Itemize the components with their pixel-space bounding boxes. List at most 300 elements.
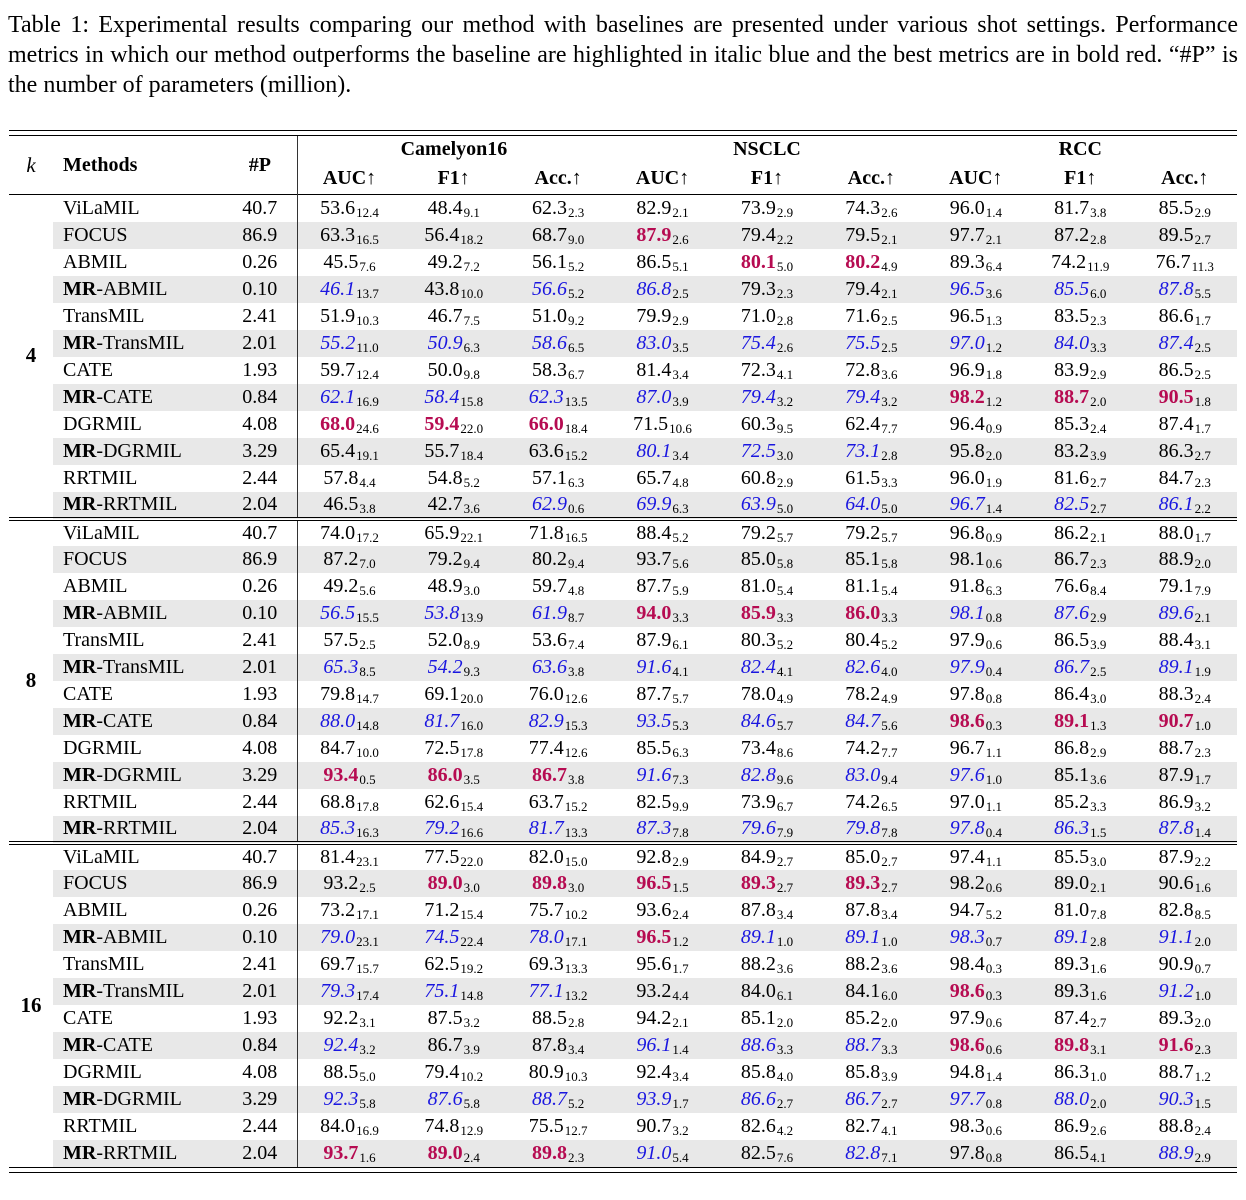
metric-value-outperform: 97.6 [949, 763, 985, 786]
param-count: 3.29 [223, 762, 297, 789]
metric-value: 85.0 [845, 845, 881, 868]
metric-value: 63.6 [528, 439, 564, 462]
metric-value-best: 89.0 [427, 871, 463, 894]
metric-std: 2.7 [881, 880, 898, 896]
metric-value-outperform: 98.1 [949, 601, 985, 624]
metric-std: 4.9 [881, 691, 898, 707]
metric-value: 97.7 [949, 223, 985, 246]
metric-value: 69.3 [528, 952, 564, 975]
table-row [9, 1086, 1237, 1113]
metric-value-best: 66.0 [528, 412, 564, 435]
metric-value: 76.7 [1155, 250, 1191, 273]
metric-cell [715, 276, 819, 303]
metric-cell [715, 681, 819, 708]
metric-cell [924, 249, 1028, 276]
method-name: DGRMIL [63, 736, 142, 759]
param-count: 2.41 [223, 627, 297, 654]
metric-std: 3.3 [881, 1042, 898, 1058]
metric-value: 74.8 [424, 1114, 460, 1137]
metric-std: 14.7 [356, 691, 379, 707]
metric-cell [610, 1005, 714, 1032]
metric-cell [610, 708, 714, 735]
metric-cell [819, 546, 923, 573]
metric-cell [401, 222, 505, 249]
metric-cell [924, 222, 1028, 249]
metric-cell [819, 1005, 923, 1032]
metric-std: 2.7 [776, 1096, 794, 1112]
metric-value: 87.7 [636, 574, 672, 597]
metric-std: 8.6 [776, 745, 794, 761]
metric-std: 2.0 [881, 1015, 898, 1031]
metric-cell [924, 789, 1028, 816]
table-row [9, 681, 1237, 708]
metric-value: 87.8 [845, 898, 881, 921]
metric-value-outperform: 82.4 [740, 655, 776, 678]
metric-cell [401, 897, 505, 924]
metric-std: 2.9 [776, 475, 794, 491]
metric-std: 2.3 [1090, 313, 1107, 329]
metric-value-outperform: 79.8 [845, 816, 881, 839]
metric-value: 82.5 [636, 790, 672, 813]
metric-std: 5.2 [568, 1096, 585, 1112]
metric-std: 2.6 [881, 205, 898, 221]
metric-value: 92.8 [636, 845, 672, 868]
metric-std: 1.6 [1090, 961, 1107, 977]
metric-std: 15.4 [460, 907, 484, 923]
metric-value: 86.3 [1158, 439, 1194, 462]
metric-value-outperform: 87.0 [636, 385, 672, 408]
metric-cell [506, 465, 610, 492]
metric-cell [297, 978, 401, 1005]
metric-cell [297, 924, 401, 951]
metric-cell [819, 411, 923, 438]
method-name: MR-RRTMIL [53, 1140, 223, 1167]
metric-cell [401, 573, 505, 600]
metric-cell [610, 438, 714, 465]
metric-std: 20.0 [460, 691, 484, 707]
metric-cell [715, 330, 819, 357]
metric-std: 3.5 [463, 772, 480, 788]
metric-std: 3.2 [1194, 799, 1211, 815]
metric-value: 85.5 [1158, 196, 1194, 219]
metric-cell [610, 546, 714, 573]
metric-value: 76.0 [528, 682, 564, 705]
metric-cell [506, 1032, 610, 1059]
metric-cell [1132, 303, 1237, 330]
metric-value: 87.7 [636, 682, 672, 705]
metric-cell [715, 465, 819, 492]
table-row [9, 1140, 1237, 1167]
metric-cell [401, 303, 505, 330]
metric-cell [506, 357, 610, 384]
metric-std: 17.1 [356, 907, 379, 923]
metric-value-outperform: 89.6 [1158, 601, 1194, 624]
metric-std: 7.0 [359, 556, 376, 572]
table-row [9, 519, 1237, 546]
metric-value-outperform: 97.7 [949, 1087, 985, 1110]
method-name: MR-ABMIL [53, 924, 223, 951]
metric-cell [506, 546, 610, 573]
metric-std: 3.8 [568, 664, 585, 680]
metric-std: 2.5 [359, 880, 376, 896]
method-name: MR-RRTMIL [53, 816, 223, 843]
metric-value: 85.5 [636, 736, 672, 759]
metric-std: 2.9 [776, 205, 794, 221]
param-count: 2.04 [223, 1140, 297, 1167]
metric-std: 0.8 [985, 691, 1002, 707]
results-table [9, 136, 1237, 1167]
metric-value: 94.8 [949, 1060, 985, 1083]
method-name: FOCUS [53, 222, 223, 249]
param-count: 86.9 [223, 546, 297, 573]
metric-value: 85.2 [1054, 790, 1090, 813]
param-count: 3.29 [223, 438, 297, 465]
metric-value-best: 96.5 [636, 871, 672, 894]
metric-value: 75.5 [528, 1114, 564, 1137]
metric-value-outperform: 79.6 [740, 816, 776, 839]
metric-value-outperform: 91.6 [636, 763, 672, 786]
metric-value: 84.9 [740, 845, 776, 868]
metric-value: 83.2 [1054, 439, 1090, 462]
table-row [9, 465, 1237, 492]
metric-cell [819, 465, 923, 492]
metric-value-best: 89.8 [532, 1141, 567, 1164]
metric-std: 2.1 [672, 1015, 689, 1031]
metric-std: 3.3 [1090, 799, 1107, 815]
metric-cell [924, 735, 1028, 762]
metric-std: 3.2 [881, 394, 898, 410]
table-row [9, 546, 1237, 573]
metric-std: 3.4 [881, 907, 898, 923]
metric-std: 5.2 [776, 637, 794, 653]
metric-cell [1132, 384, 1237, 411]
metric-cell [1132, 789, 1237, 816]
metric-value-outperform: 97.9 [949, 655, 985, 678]
metric-cell [401, 600, 505, 627]
metric-cell [819, 762, 923, 789]
metric-value: 57.1 [532, 466, 567, 489]
metric-std: 0.3 [985, 961, 1002, 977]
metric-cell [715, 1086, 819, 1113]
header-group-nsclc: NSCLC [733, 138, 801, 160]
table-row [9, 843, 1237, 870]
metric-cell [506, 978, 610, 1005]
metric-std: 4.0 [881, 664, 898, 680]
metric-cell [1028, 1140, 1132, 1167]
header-rcc-auc: AUC↑ [949, 167, 1003, 189]
metric-value: 87.9 [1158, 763, 1194, 786]
metric-std: 9.3 [463, 664, 480, 680]
metric-value: 56.1 [532, 250, 567, 273]
metric-std: 9.4 [463, 556, 480, 572]
metric-cell [924, 1140, 1028, 1167]
metric-value-outperform: 84.6 [740, 709, 776, 732]
metric-cell [819, 222, 923, 249]
metric-value-outperform: 56.5 [320, 601, 356, 624]
metric-cell [715, 924, 819, 951]
metric-cell [1028, 384, 1132, 411]
metric-std: 3.3 [1090, 340, 1107, 356]
metric-value: 86.6 [1158, 304, 1194, 327]
metric-value: 73.9 [740, 196, 776, 219]
metric-value: 78.2 [845, 682, 881, 705]
metric-std: 4.2 [776, 1123, 794, 1139]
metric-value: 87.9 [636, 628, 672, 651]
metric-std: 7.2 [463, 259, 480, 275]
method-name: DGRMIL [63, 1060, 142, 1083]
metric-std: 1.7 [1194, 313, 1211, 329]
metric-cell [1028, 1005, 1132, 1032]
metric-std: 8.4 [1090, 583, 1107, 599]
metric-value-outperform: 46.1 [320, 277, 356, 300]
metric-cell [506, 897, 610, 924]
metric-value: 45.5 [323, 250, 359, 273]
metric-value: 61.5 [845, 466, 881, 489]
metric-cell [401, 681, 505, 708]
metric-cell [819, 816, 923, 843]
metric-std: 1.0 [1194, 988, 1211, 1004]
metric-value-outperform: 91.2 [1158, 979, 1194, 1002]
metric-std: 3.8 [1090, 205, 1107, 221]
metric-value-outperform: 62.3 [528, 385, 564, 408]
metric-std: 0.9 [985, 530, 1002, 546]
metric-std: 1.7 [672, 961, 689, 977]
metric-cell [1132, 465, 1237, 492]
metric-cell [401, 465, 505, 492]
metric-cell [1132, 735, 1237, 762]
metric-std: 0.6 [985, 556, 1002, 572]
metric-value: 84.7 [320, 736, 356, 759]
metric-cell [297, 627, 401, 654]
metric-cell [819, 1113, 923, 1140]
metric-cell [297, 195, 401, 222]
results-table-zone [9, 130, 1237, 1173]
metric-std: 9.5 [776, 421, 794, 437]
metric-std: 14.8 [356, 718, 379, 734]
metric-value: 79.9 [636, 304, 672, 327]
metric-std: 7.7 [881, 745, 898, 761]
param-count: 2.01 [223, 978, 297, 1005]
metric-std: 10.2 [460, 1069, 484, 1085]
metric-value: 54.8 [427, 466, 463, 489]
metric-value: 81.4 [636, 358, 672, 381]
metric-std: 1.2 [1194, 1069, 1211, 1085]
metric-std: 0.6 [985, 1123, 1002, 1139]
metric-value: 80.4 [845, 628, 881, 651]
metric-value: 71.2 [424, 898, 460, 921]
header-rcc-f1: F1↑ [1064, 167, 1097, 189]
metric-cell [1132, 357, 1237, 384]
metric-std: 2.1 [1090, 530, 1107, 546]
metric-cell [715, 195, 819, 222]
metric-std: 5.2 [463, 475, 480, 491]
metric-cell [297, 222, 401, 249]
metric-cell [401, 195, 505, 222]
metric-value: 81.0 [740, 574, 776, 597]
metric-value: 79.1 [1158, 574, 1194, 597]
metric-std: 5.0 [881, 501, 898, 517]
metric-cell [401, 1140, 505, 1167]
metric-cell [715, 978, 819, 1005]
metric-cell [715, 222, 819, 249]
metric-cell [297, 438, 401, 465]
metric-std: 2.2 [1194, 501, 1211, 517]
metric-cell [924, 357, 1028, 384]
metric-cell [506, 1113, 610, 1140]
table-row [9, 789, 1237, 816]
metric-cell [401, 735, 505, 762]
metric-cell [610, 816, 714, 843]
metric-value-outperform: 74.5 [424, 925, 460, 948]
metric-std: 2.4 [1194, 1123, 1211, 1139]
metric-cell [401, 330, 505, 357]
metric-value-best: 90.7 [1158, 709, 1194, 732]
table-row [9, 1113, 1237, 1140]
metric-value: 74.2 [845, 790, 881, 813]
metric-cell [1028, 951, 1132, 978]
metric-std: 5.4 [776, 583, 794, 599]
metric-std: 2.4 [1194, 691, 1211, 707]
method-name: MR-DGRMIL [53, 762, 223, 789]
metric-std: 2.0 [1090, 1096, 1107, 1112]
metric-std: 14.8 [460, 988, 484, 1004]
metric-value: 79.4 [845, 277, 881, 300]
metric-cell [819, 735, 923, 762]
metric-std: 8.9 [463, 637, 480, 653]
metric-cell [924, 411, 1028, 438]
metric-std: 1.2 [985, 394, 1002, 410]
metric-value: 87.4 [1054, 1006, 1090, 1029]
metric-cell [401, 951, 505, 978]
method-name: ViLaMIL [63, 845, 140, 868]
metric-std: 5.0 [359, 1069, 376, 1085]
metric-cell [1132, 951, 1237, 978]
metric-value-best: 89.3 [740, 871, 776, 894]
metric-cell [610, 600, 714, 627]
metric-cell [924, 951, 1028, 978]
metric-cell [401, 276, 505, 303]
metric-std: 5.7 [672, 691, 689, 707]
metric-cell [506, 654, 610, 681]
metric-value: 87.8 [532, 1033, 567, 1056]
metric-value: 86.5 [1054, 628, 1090, 651]
metric-std: 3.4 [672, 367, 689, 383]
metric-std: 9.0 [568, 232, 585, 248]
metric-std: 2.9 [1194, 1150, 1211, 1166]
metric-cell [506, 384, 610, 411]
metric-cell [297, 357, 401, 384]
metric-value: 48.4 [427, 196, 463, 219]
metric-std: 1.8 [985, 367, 1002, 383]
metric-cell [610, 924, 714, 951]
metric-std: 15.2 [564, 799, 588, 815]
metric-std: 6.7 [568, 367, 585, 383]
method-name: RRTMIL [63, 466, 138, 489]
metric-cell [924, 1113, 1028, 1140]
metric-std: 10.3 [356, 313, 379, 329]
metric-cell [1028, 249, 1132, 276]
header-params: #P [223, 136, 297, 195]
metric-cell [1132, 195, 1237, 222]
metric-value: 97.4 [949, 845, 985, 868]
metric-value: 88.4 [636, 521, 672, 544]
metric-value: 74.0 [320, 521, 356, 544]
metric-value-outperform: 73.1 [845, 439, 881, 462]
metric-std: 1.5 [1194, 1096, 1211, 1112]
metric-std: 3.1 [359, 1015, 376, 1031]
metric-value-outperform: 63.9 [740, 492, 776, 515]
metric-std: 9.9 [672, 799, 689, 815]
metric-std: 0.3 [985, 988, 1002, 1004]
metric-cell [610, 384, 714, 411]
method-name: TransMIL [63, 628, 145, 651]
metric-value-outperform: 61.9 [532, 601, 567, 624]
metric-value-outperform: 75.4 [740, 331, 776, 354]
metric-value-outperform: 55.2 [320, 331, 356, 354]
metric-std: 5.9 [672, 583, 689, 599]
metric-value: 78.0 [740, 682, 776, 705]
metric-std: 2.2 [1194, 854, 1211, 870]
metric-std: 2.9 [672, 313, 689, 329]
metric-cell [401, 870, 505, 897]
param-count: 4.08 [223, 411, 297, 438]
metric-cell [1028, 762, 1132, 789]
metric-std: 0.5 [359, 772, 376, 788]
metric-std: 3.0 [463, 583, 480, 599]
metric-value: 62.4 [845, 412, 881, 435]
metric-value-best: 68.0 [320, 412, 356, 435]
metric-cell [924, 627, 1028, 654]
metric-cell [297, 762, 401, 789]
metric-std: 5.8 [881, 556, 898, 572]
metric-cell [715, 357, 819, 384]
metric-cell [924, 1005, 1028, 1032]
metric-cell [715, 897, 819, 924]
metric-cell [401, 357, 505, 384]
metric-std: 5.8 [463, 1096, 480, 1112]
metric-cell [924, 762, 1028, 789]
metric-std: 2.1 [1194, 610, 1211, 626]
metric-std: 3.8 [568, 772, 585, 788]
metric-std: 22.0 [460, 854, 484, 870]
metric-cell [1028, 1032, 1132, 1059]
metric-std: 5.2 [568, 286, 585, 302]
metric-value: 85.8 [845, 1060, 881, 1083]
metric-std: 1.1 [985, 745, 1002, 761]
param-count: 1.93 [223, 1005, 297, 1032]
metric-value: 81.1 [845, 574, 881, 597]
metric-value: 69.1 [424, 682, 460, 705]
metric-value: 93.7 [636, 547, 672, 570]
metric-value: 81.6 [1054, 466, 1090, 489]
metric-value-outperform: 78.0 [528, 925, 564, 948]
table-row [9, 222, 1237, 249]
metric-value: 82.0 [528, 845, 564, 868]
method-name: MR-RRTMIL [53, 492, 223, 519]
metric-value: 97.8 [949, 682, 985, 705]
metric-cell [819, 681, 923, 708]
metric-value-outperform: 85.5 [1054, 277, 1090, 300]
metric-value: 87.9 [1158, 845, 1194, 868]
metric-std: 7.4 [568, 637, 585, 653]
metric-value: 88.5 [532, 1006, 567, 1029]
metric-cell [924, 1059, 1028, 1086]
metric-cell [715, 1005, 819, 1032]
metric-value: 73.9 [740, 790, 776, 813]
metric-std: 2.9 [1194, 205, 1211, 221]
metric-std: 0.4 [985, 664, 1002, 680]
metric-std: 2.4 [1090, 421, 1107, 437]
